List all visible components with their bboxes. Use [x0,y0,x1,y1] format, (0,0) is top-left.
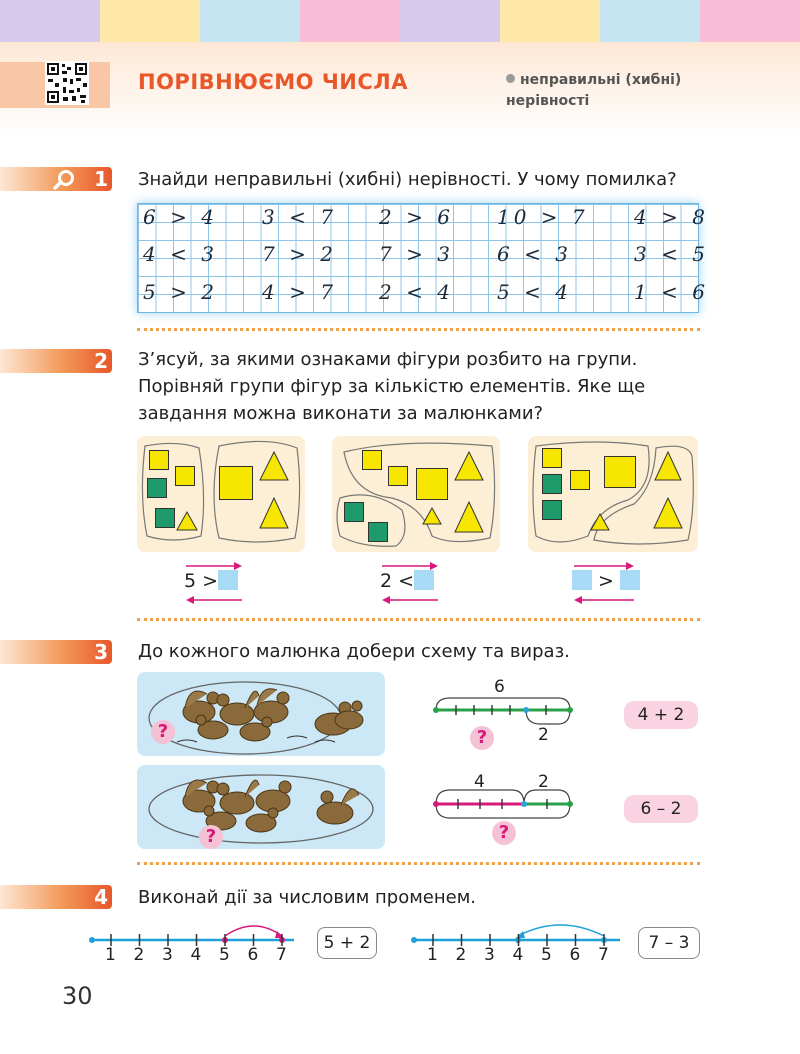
yellow-square [149,450,169,470]
task2-number: 2 [94,349,108,373]
divider-3 [137,862,700,865]
ray-label: 6 [247,945,259,965]
topic-tag-line1: неправильні (хибні) [520,72,682,88]
comparison-3-sign: > [598,570,614,592]
inequality[interactable]: 4 > 8 [634,205,709,229]
ray-label: 5 [219,945,230,965]
task2-text-line2: Порівняй групи фігур за кількістю елементів. Яке ще [138,376,646,397]
task3-text: До кожного малюнка добери схему та вираз. [138,641,570,662]
divider-2 [137,618,700,621]
qr-code-icon[interactable] [45,61,89,105]
green-square [344,502,364,522]
inequality[interactable]: 4 < 3 [143,242,218,266]
top-bar-segment [100,0,200,42]
yellow-square [175,466,195,486]
answer-box[interactable] [414,570,434,590]
shapes-panel-1 [137,436,305,552]
unknown-marker: ? [470,726,494,750]
inequality[interactable]: 6 < 3 [497,242,572,266]
inequality[interactable]: 5 > 2 [143,280,218,304]
unknown-marker: ? [199,825,223,849]
inequality[interactable]: 3 < 5 [634,242,709,266]
ray-label: 6 [569,945,581,965]
answer-box[interactable] [572,570,592,590]
yellow-square [416,468,448,500]
inequality[interactable]: 6 > 4 [143,205,218,229]
yellow-square [362,450,382,470]
ray-label: 4 [512,945,524,965]
ray-label: 1 [427,945,438,965]
inequality[interactable]: 7 > 2 [262,242,337,266]
yellow-square [542,448,562,468]
ray-label: 7 [276,945,287,965]
page-number: 30 [62,982,93,1010]
ray-label: 5 [541,945,552,965]
top-bar-segment [200,0,300,42]
task1-text: Знайди неправильні (хибні) нерівності. У чому помилка? [138,169,677,190]
ducks-picture-2 [137,765,385,849]
ray-1-expression[interactable]: 5 + 2 [317,927,377,959]
inequality[interactable]: 1 < 6 [634,280,709,304]
ray-label: 7 [598,945,609,965]
top-bar-segment [0,0,100,42]
comparison-1-left: 5 [184,570,197,592]
top-color-bar [0,0,800,42]
unknown-marker: ? [492,821,516,845]
inequality[interactable]: 7 > 3 [379,242,454,266]
expression-card-1[interactable]: 4 + 2 [624,701,698,729]
answer-box[interactable] [620,570,640,590]
top-bar-segment [600,0,700,42]
green-square [147,478,167,498]
task2-text [138,346,700,427]
shapes-panel-2 [332,436,500,552]
green-square [155,508,175,528]
scheme-1-part: 2 [538,725,549,745]
task3-number: 3 [94,640,108,664]
yellow-square [388,466,408,486]
green-square [368,522,388,542]
yellow-square [219,466,253,500]
bullet-icon [506,74,515,83]
scheme-1 [430,676,580,756]
task4-number: 4 [94,885,108,909]
task4-text: Виконай дії за числовим променем. [138,887,477,908]
top-bar-segment [400,0,500,42]
divider-1 [137,328,700,331]
scheme-2-part2: 2 [538,772,549,792]
comparison-2 [380,570,434,592]
answer-box[interactable] [218,570,238,590]
expression-card-2[interactable]: 6 – 2 [624,795,698,823]
top-bar-segment [300,0,400,42]
magnifier-icon [50,167,80,191]
ray-label: 3 [162,945,173,965]
ducks-illustration [137,672,385,756]
scheme-2-part1: 4 [474,772,485,792]
green-square [542,500,562,520]
unknown-marker: ? [151,720,175,744]
top-bar-segment [500,0,600,42]
comparison-1 [184,570,238,592]
inequality[interactable]: 4 > 7 [262,280,337,304]
scheme-1-total: 6 [494,677,505,697]
topic-tag-line2: нерівності [506,93,590,109]
inequality[interactable]: 10 > 7 [497,205,589,229]
topic-tag [506,70,681,112]
yellow-square [604,456,636,488]
task2-text-line3: завдання можна виконати за малюнками? [138,403,544,424]
task2-text-line1: З’ясуй, за якими ознаками фігури розбито на групи. [138,349,638,370]
top-bar-segment [700,0,800,42]
task1-number: 1 [94,167,108,191]
shapes-panel-3 [528,436,698,552]
page-title: ПОРІВНЮЄМО ЧИСЛА [138,70,408,94]
ray-label: 4 [190,945,202,965]
green-square [542,474,562,494]
inequality[interactable]: 2 < 4 [379,280,454,304]
ray-label: 1 [105,945,116,965]
ray-label: 3 [484,945,495,965]
comparison-2-left: 2 [380,570,393,592]
ray-label: 2 [133,945,145,965]
ray-label: 2 [455,945,467,965]
inequality[interactable]: 5 < 4 [497,280,572,304]
yellow-square [570,470,590,490]
comparison-2-sign: < [398,570,415,592]
ray-2-expression[interactable]: 7 – 3 [638,927,700,959]
ducks-picture-1 [137,672,385,756]
inequality[interactable]: 2 > 6 [379,205,454,229]
ducks-illustration [137,765,385,849]
comparison-3 [572,570,640,592]
comparison-1-sign: > [202,570,219,592]
inequality[interactable]: 3 < 7 [262,205,337,229]
